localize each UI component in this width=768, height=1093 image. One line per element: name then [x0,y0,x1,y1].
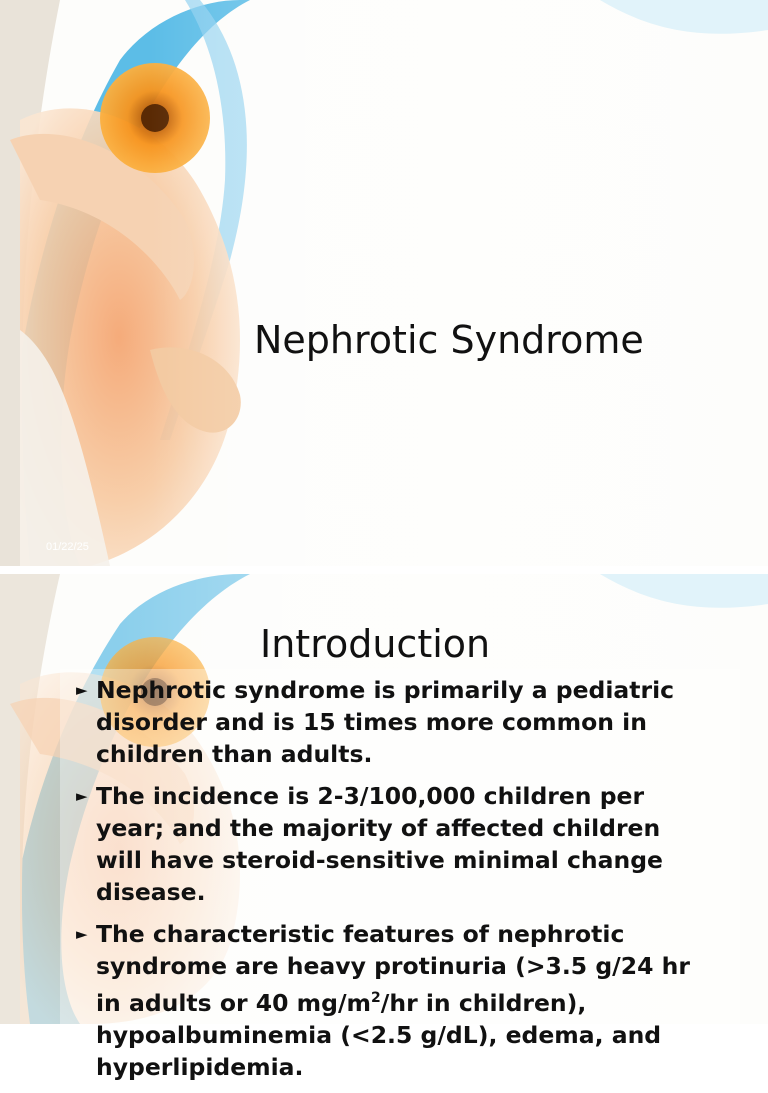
bullet-list [74,674,714,1093]
slide-title: Nephrotic Syndrome [254,318,644,362]
triangle-bullet-icon: ► [76,925,88,943]
bullet-item [74,780,714,908]
triangle-bullet-icon: ► [76,681,88,699]
bullet-text: Nephrotic syndrome is primarily a pediatric disorder and is 15 times more common in children than adults. [96,676,675,768]
bullet-text-part: /hr in children), hypoalbuminemia (<2.5 g/dL), edema, and hyperlipidemia. [96,988,662,1081]
slide-title: Introduction [260,622,491,666]
introduction-slide [0,574,768,1081]
bullet-item [74,674,714,770]
triangle-bullet-icon: ► [76,787,88,805]
slide-date: 01/22/25 [46,541,89,553]
bullet-text: The incidence is 2-3/100,000 children per year; and the majority of affected children will have steroid-sensitive minimal change disease. [96,782,663,906]
bullet-text-part: The characteristic features of nephrotic syndrome are heavy protinuria (>3.5 g/24 hr in adults or 40 mg/m [96,920,690,1017]
superscript: 2 [371,990,381,1006]
bullet-item [74,918,714,1083]
slide-gap [0,566,768,574]
